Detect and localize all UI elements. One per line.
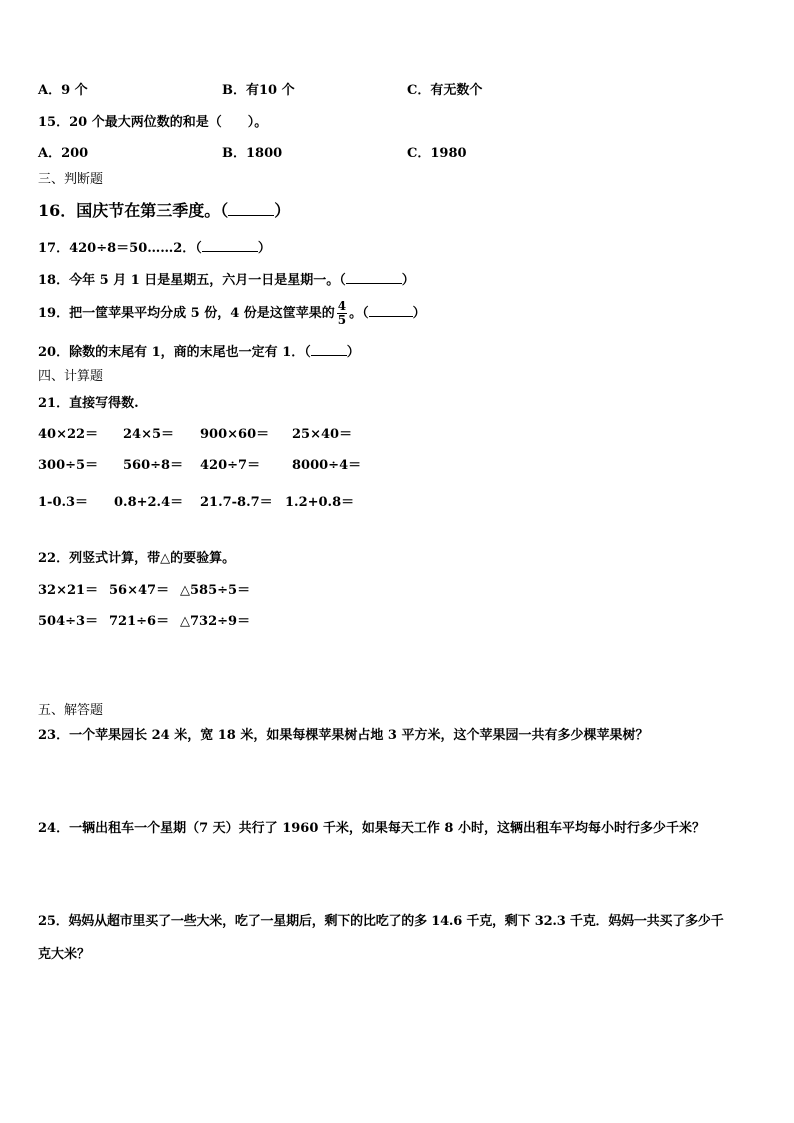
- q21-item: 24×5＝: [123, 427, 175, 442]
- q22-item: 56×47＝: [109, 583, 170, 598]
- q24: 24．一辆出租车一个星期（7 天）共行了 1960 千米，如果每天工作 8 小时，这辆出租车平均每小时行多少千米？: [38, 821, 705, 836]
- q19-fraction-denominator: 5: [337, 313, 347, 327]
- q17-end: ）: [257, 241, 271, 256]
- q18-text: 18．今年 5 月 1 日是星期五，六月一日是星期一。（: [38, 273, 346, 288]
- q15-option-a: A．200: [38, 146, 89, 161]
- q21-stem: 21．直接写得数.: [38, 396, 139, 411]
- q20-text: 20．除数的末尾有 1，商的末尾也一定有 1．（: [38, 345, 311, 360]
- q21-item: 900×60＝: [200, 427, 270, 442]
- q21-item: 40×22＝: [38, 427, 99, 442]
- q21-item: 21.7-8.7＝: [200, 495, 273, 510]
- q14-option-c: C．有无数个: [407, 83, 483, 98]
- q17: [38, 239, 271, 257]
- q25-line1: 25．妈妈从超市里买了一些大米，吃了一星期后，剩下的比吃了的多 14.6 千克，剩下 32.3 千克．妈妈一共买了多少千: [38, 914, 724, 929]
- q18-end: ）: [401, 273, 415, 288]
- q14-option-b: B．有10 个: [222, 83, 295, 98]
- q22-item: △732÷9＝: [180, 614, 251, 629]
- q22-item: 504÷3＝: [38, 614, 99, 629]
- q19: [38, 298, 426, 330]
- q21-item: 8000÷4＝: [292, 458, 362, 473]
- q20-end: ）: [346, 345, 360, 360]
- q20: [38, 343, 360, 361]
- q19-fraction: [337, 300, 347, 327]
- q25-line2: 克大米？: [38, 947, 91, 962]
- q16-answer-blank[interactable]: [228, 203, 274, 216]
- q22-item: 721÷6＝: [109, 614, 170, 629]
- q16-end: ）: [274, 201, 291, 220]
- q15-stem: 15．20 个最大两位数的和是（ ）。: [38, 115, 268, 130]
- q19-answer-blank[interactable]: [369, 304, 413, 317]
- q19-end: ）: [412, 306, 426, 321]
- q19-text: 19．把一筐苹果平均分成 5 份，4 份是这筐苹果的: [38, 306, 335, 321]
- q19-fraction-numerator: 4: [337, 299, 347, 313]
- q22-item: △585÷5＝: [180, 583, 251, 598]
- q20-answer-blank[interactable]: [311, 343, 347, 356]
- section-4-title: 四、计算题: [38, 369, 104, 384]
- q21-item: 1-0.3＝: [38, 495, 89, 510]
- section-3-title: 三、判断题: [38, 172, 104, 187]
- q15-option-b: B．1800: [222, 146, 283, 161]
- q17-text: 17．420÷8＝50……2．（: [38, 241, 202, 256]
- q18: [38, 271, 415, 289]
- q15-option-c: C．1980: [407, 146, 467, 161]
- q17-answer-blank[interactable]: [202, 239, 258, 252]
- q23: 23．一个苹果园长 24 米，宽 18 米，如果每棵苹果树占地 3 平方米，这个苹果园一共有多少棵苹果树？: [38, 728, 649, 743]
- q18-answer-blank[interactable]: [346, 271, 402, 284]
- q14-option-a: A．9 个: [38, 83, 88, 98]
- q16-text: 16．国庆节在第三季度。（: [38, 201, 229, 220]
- q22-item: 32×21＝: [38, 583, 99, 598]
- q22-stem: 22．列竖式计算，带△的要验算。: [38, 551, 236, 566]
- q21-item: 420÷7＝: [200, 458, 261, 473]
- q21-item: 25×40＝: [292, 427, 353, 442]
- q21-item: 560÷8＝: [123, 458, 184, 473]
- q19-after: 。（: [349, 306, 369, 321]
- q16: [38, 201, 290, 221]
- section-5-title: 五、解答题: [38, 703, 104, 718]
- q21-item: 1.2+0.8＝: [285, 495, 355, 510]
- q21-item: 300÷5＝: [38, 458, 99, 473]
- q21-item: 0.8+2.4＝: [114, 495, 184, 510]
